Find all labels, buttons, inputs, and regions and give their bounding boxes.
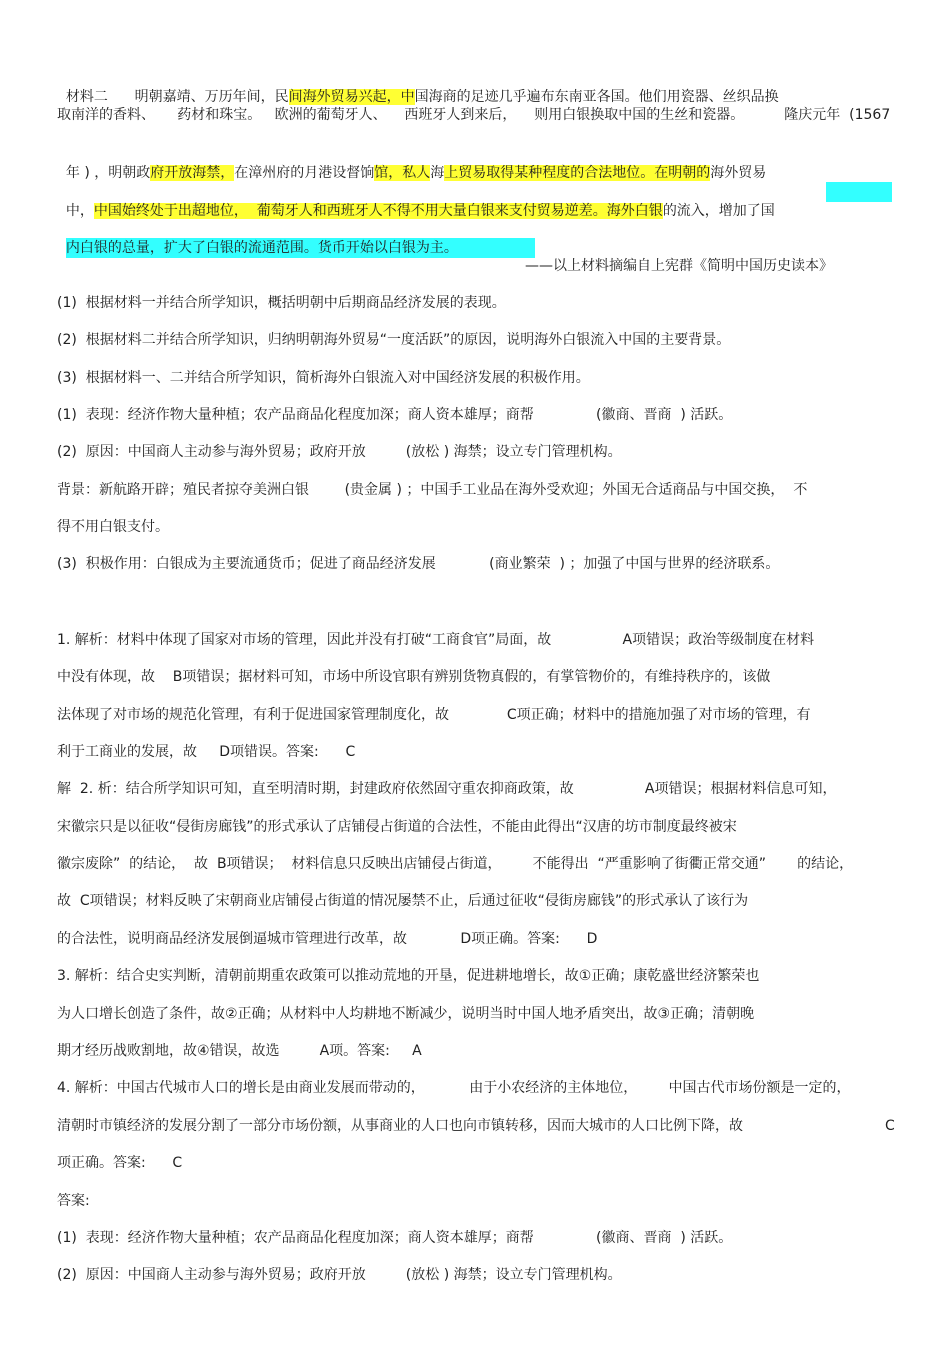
explanation-1-line-3: 法体现了对市场的规范化管理，有利于促进国家管理制度化，故 C项正确；材料中的措施加强了对市场的管理，有 <box>57 707 811 723</box>
explanation-2-line-3: 徽宗废除” 的结论， 故 B项错误； 材料信息只反映出店铺侵占街道， 不能得出 “严重影响了街衢正常交通” 的结论， <box>57 856 854 872</box>
text: 海外贸易 <box>710 165 767 181</box>
explanation-2-line-2: 宋徽宗只是以征收“侵街房廊钱”的形式承认了店铺侵占街道的合法性，不能由此得出“汉唐的坊市制度最终被宋 <box>57 819 737 835</box>
explanation-1-line-4: 利于工商业的发展，故 D项错误。答案: C <box>57 744 356 760</box>
material-two-line-4 <box>57 181 775 221</box>
text: 国海商的足迹几乎遍布东南亚各国。他们用瓷器、丝织品换 <box>414 89 779 105</box>
material-two-line-1 <box>57 67 779 107</box>
answer-1: (1) 表现：经济作物大量种植；农产品商品化程度加深；商人资本雄厚；商帮 (徽商、晋商 ) 活跃。 <box>57 407 733 423</box>
highlight-cyan: 内白银的总量，扩大了白银的流通范围。货币开始以白银为主。 <box>66 238 535 258</box>
highlight-yellow: 馆，私人 <box>374 165 431 181</box>
explanation-3-line-3: 期才经历战败割地，故④错误，故选 A项。答案: A <box>57 1043 422 1059</box>
highlight-yellow: 中 <box>400 89 415 105</box>
explanation-1-line-2: 中没有体现，故 B项错误；据材料可知，市场中所设官职有辨别货物真假的，有掌管物价的，有维持秩序的，该做 <box>57 669 771 685</box>
answer-2: (2) 原因：中国商人主动参与海外贸易；政府开放 (放松 ) 海禁；设立专门管理机构。 <box>57 444 622 460</box>
explanation-4-line-3: 项正确。答案: C <box>57 1155 183 1171</box>
question-1: (1) 根据材料一并结合所学知识，概括明朝中后期商品经济发展的表现。 <box>57 295 506 311</box>
explanation-4-line-2: 清朝时市镇经济的发展分割了一部分市场份额，从事商业的人口也向市镇转移，因而大城市的人口比例下降，故 <box>57 1118 743 1134</box>
material-two-line-2: 取南洋的香料、 药材和珠宝。 欧洲的葡萄牙人、 西班牙人到来后， 则用白银换取中国的生丝和瓷器。 隆庆元年 (1567 <box>57 107 891 123</box>
explanation-2-line-5: 的合法性，说明商品经济发展倒逼城市管理进行改革，故 D项正确。答案: D <box>57 931 598 947</box>
answer-3: (3) 积极作用：白银成为主要流通货币；促进了商品经济发展 (商业繁荣 ) ；加强了中国与世界的经济联系。 <box>57 556 780 572</box>
material-two-line-3 <box>57 143 766 183</box>
highlight-yellow: 中国始终处于出超地位， 葡萄牙人和西班牙人不得不用大量白银来支付贸易逆差。海外白银 <box>93 203 663 219</box>
answer-background-2: 得不用白银支付。 <box>57 519 169 535</box>
cyan-highlight-box <box>826 182 892 202</box>
final-answer-1: (1) 表现：经济作物大量种植；农产品商品化程度加深；商人资本雄厚；商帮 (徽商、晋商 ) 活跃。 <box>57 1230 733 1246</box>
final-answer-2: (2) 原因：中国商人主动参与海外贸易；政府开放 (放松 ) 海禁；设立专门管理机构。 <box>57 1267 622 1283</box>
highlight-yellow: 府开放海禁， <box>150 165 235 181</box>
explanation-2-line-1: 解 2. 析：结合所学知识可知，直至明清时期，封建政府依然固守重农抑商政策，故 A项错误；根据材料信息可知， <box>57 781 837 797</box>
explanation-3-line-2: 为人口增长创造了条件，故②正确；从材料中人均耕地不断减少，说明当时中国人地矛盾突出，故③正确；清朝晚 <box>57 1006 755 1022</box>
explanation-2-line-4: 故 C项错误；材料反映了宋朝商业店铺侵占街道的情况屡禁不止，后通过征收“侵街房廊钱”的形式承认了该行为 <box>57 893 749 909</box>
material-two-line-5 <box>57 218 535 258</box>
text: 海 <box>430 165 445 181</box>
text: 材料二 明朝嘉靖、万历年间，民 <box>65 89 289 105</box>
explanation-3-line-1: 3. 解析：结合史实判断，清朝前期重农政策可以推动荒地的开垦，促进耕地增长，故①正确；康乾盛世经济繁荣也 <box>57 968 760 984</box>
source-citation: ——以上材料摘编自上宪群《简明中国历史读本》 <box>525 258 833 274</box>
answer-background-1: 背景：新航路开辟；殖民者掠夺美洲白银 (贵金属 ) ；中国手工业品在海外受欢迎；外国无合适商品与中国交换， 不 <box>57 482 808 498</box>
explanation-4-answer-letter: C <box>885 1118 895 1134</box>
text: 的流入，增加了国 <box>662 203 775 219</box>
text: 中， <box>65 203 94 219</box>
explanation-4-line-1: 4. 解析：中国古代城市人口的增长是由商业发展而带动的， 由于小农经济的主体地位， 中国古代市场份额是一定的， <box>57 1080 851 1096</box>
final-answer-heading: 答案: <box>57 1193 90 1209</box>
text: 年 ) ，明朝政 <box>65 165 151 181</box>
highlight-yellow: 上贸易取得某种程度的合法地位。在明朝的 <box>444 165 711 181</box>
explanation-1-line-1: 1. 解析：材料中体现了国家对市场的管理，因此并没有打破“工商食官”局面，故 A项错误；政治等级制度在材料 <box>57 632 815 648</box>
question-2: (2) 根据材料二并结合所学知识，归纳明朝海外贸易“一度活跃”的原因，说明海外白银流入中国的主要背景。 <box>57 332 731 348</box>
highlight-yellow: 间海外贸易兴起， <box>288 89 401 105</box>
text: 在漳州府的月港设督饷 <box>234 165 375 181</box>
question-3: (3) 根据材料一、二并结合所学知识，简析海外白银流入对中国经济发展的积极作用。 <box>57 370 590 386</box>
